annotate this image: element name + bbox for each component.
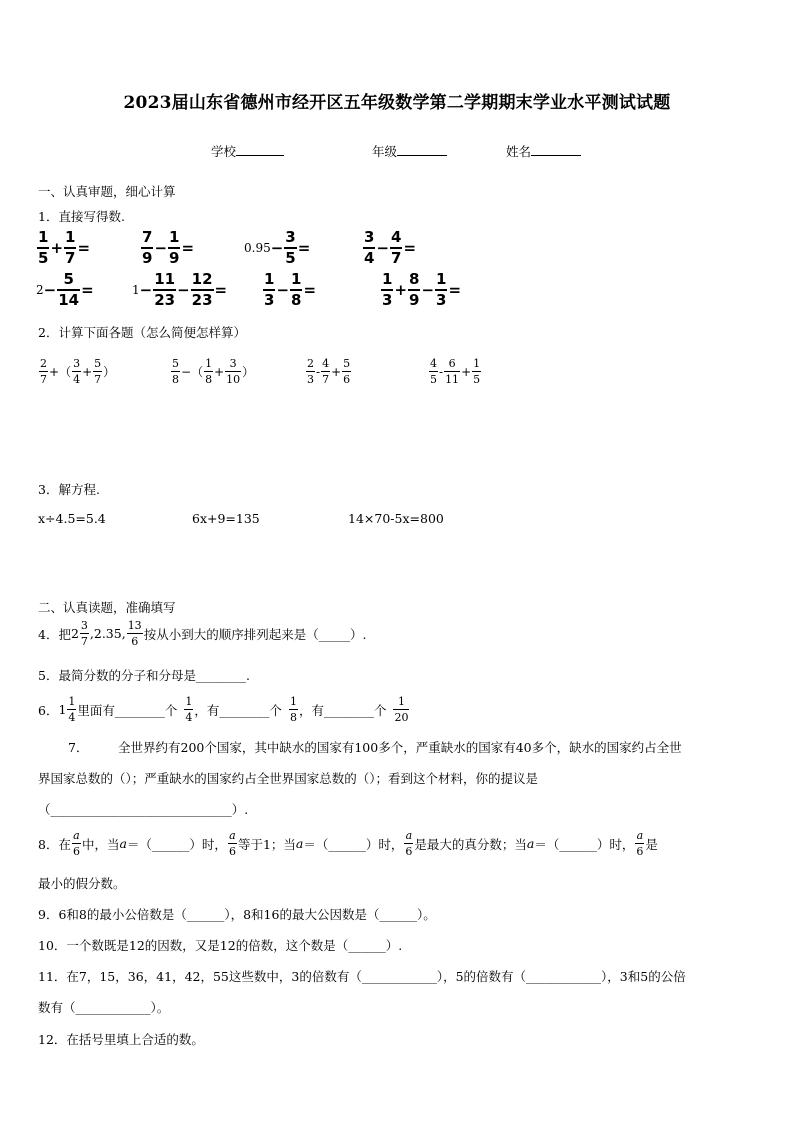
school-blank[interactable] xyxy=(236,143,284,156)
q1-b1: 2 − $\frac{5}{14}$ = xyxy=(36,270,94,309)
q8-line1: 8．在 $\frac{a}{6}$ 中，当 a ＝（______）时， $\frac{a}{6}$ 等于1；当 a ＝（______）时， $\frac{a}{6}$ 是最大的真分数；当 a ＝（______）时， $\frac{a}{6}$ 是 xyxy=(38,829,658,858)
q3-eq1: x÷4.5=5.4 xyxy=(38,511,106,526)
q4: 4．把 2 $\frac{3}{7}$ ,2.35, $\frac{13}{6}$ 按从小到大的顺序排列起来是（_____）. xyxy=(38,619,367,648)
q2-e3: $\frac{2}{3}$ - $\frac{4}{7}$ + $\frac{5}{6}$ xyxy=(307,357,351,386)
name-field xyxy=(506,142,581,160)
school-label: 学校 xyxy=(211,144,237,159)
q1-a3: 0.95 − $\frac{3}{5}$ = xyxy=(244,228,311,267)
name-label: 姓名 xyxy=(506,144,532,159)
q1-a2: $\frac{7}{9}$ − $\frac{1}{9}$ = xyxy=(142,228,195,267)
q1-a4: $\frac{3}{4}$ − $\frac{4}{7}$ = xyxy=(364,228,417,267)
q12: 12．在括号里填上合适的数。 xyxy=(38,1032,204,1047)
q3-eq3: 14×70-5x=800 xyxy=(348,511,444,526)
q1-label: 1．直接写得数. xyxy=(38,209,125,224)
q10: 10．一个数既是12的因数，又是12的倍数，这个数是（______）. xyxy=(38,938,403,953)
q11-line1: 11．在7，15，36，41，42，55这些数中，3的倍数有（____________），5的倍数有（____________），3和5的公倍 xyxy=(38,969,686,984)
q2-e4: $\frac{4}{5}$ - $\frac{6}{11}$ + $\frac{1}{5}$ xyxy=(430,357,481,386)
q7-line3: （_____________________________）. xyxy=(38,802,249,817)
q9: 9．6和8的最小公倍数是（______），8和16的最大公因数是（______）。 xyxy=(38,907,436,922)
page-title: 2023届山东省德州市经开区五年级数学第二学期期末学业水平测试试题 xyxy=(123,93,671,113)
q1-b4: $\frac{1}{3}$ + $\frac{8}{9}$ − $\frac{1}{3}$ = xyxy=(382,270,462,309)
q8-line2: 最小的假分数。 xyxy=(38,876,126,891)
q2-e1: $\frac{2}{7}$ + （ $\frac{3}{4}$ + $\frac{5}{7}$ ） xyxy=(40,357,116,386)
grade-blank[interactable] xyxy=(397,143,447,156)
school-field xyxy=(211,142,284,160)
q7-line1: 全世界约有200个国家，其中缺水的国家有100多个，严重缺水的国家有40多个，缺水的国家约占全世 xyxy=(118,740,682,755)
q3-eq2: 6x+9=135 xyxy=(192,511,260,526)
q2-e2: $\frac{5}{8}$ − （ $\frac{1}{8}$ + $\frac{3}{10}$ ） xyxy=(172,357,255,386)
section-1-heading: 一、认真审题，细心计算 xyxy=(38,184,176,199)
q1-b3: $\frac{1}{3}$ − $\frac{1}{8}$ = xyxy=(264,270,317,309)
q6: 6． 1 $\frac{1}{4}$ 里面有________个 $\frac{1}{4}$ ，有________个 $\frac{1}{8}$ ，有________个 $\frac{1}{20}$ xyxy=(38,695,409,724)
q7-number: 7． xyxy=(68,740,89,755)
q1-b2: 1 − $\frac{11}{23}$ − $\frac{12}{23}$ = xyxy=(132,270,228,309)
name-blank[interactable] xyxy=(531,143,581,156)
q11-line2: 数有（____________）。 xyxy=(38,1000,170,1015)
q3-label: 3．解方程. xyxy=(38,482,100,497)
grade-label: 年级 xyxy=(372,144,398,159)
q2-label: 2．计算下面各题（怎么简便怎样算） xyxy=(38,325,246,340)
q5: 5．最简分数的分子和分母是________. xyxy=(38,668,250,683)
q1-a1: $\frac{1}{5}$ + $\frac{1}{7}$ = xyxy=(38,228,91,267)
section-2-heading: 二、认真读题，准确填写 xyxy=(38,600,176,615)
grade-field xyxy=(372,142,447,160)
q7-line2: 界国家总数的（）；严重缺水的国家约占全世界国家总数的（）；看到这个材料，你的提议是 xyxy=(38,771,539,786)
